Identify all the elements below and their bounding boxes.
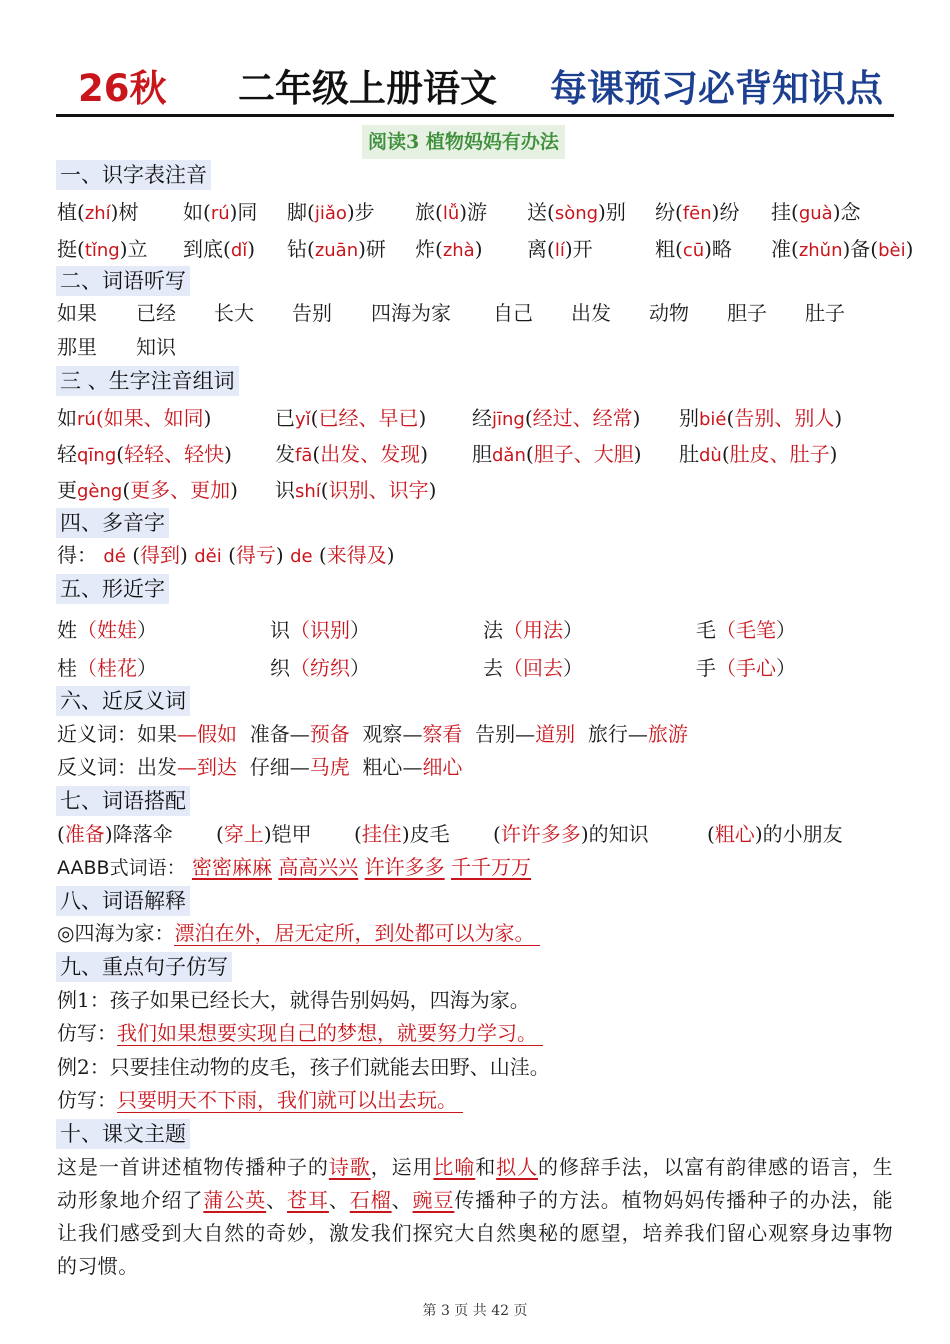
section-heading: 二、词语听写	[56, 266, 190, 296]
dictation-word: 长大	[214, 301, 254, 325]
section-heading: 九、重点句子仿写	[56, 952, 232, 982]
new-char-item: 发fā(出发、发现)	[275, 442, 428, 466]
section-heading: 八、词语解释	[56, 886, 190, 916]
similar-item: 桂（桂花）	[57, 656, 157, 680]
new-char-item: 已yǐ(已经、早已)	[275, 406, 427, 430]
imitation-sentence: 仿写：只要明天不下雨，我们就可以出去玩。	[57, 1085, 463, 1115]
collocation-item: (许许多多)的知识	[493, 822, 649, 846]
example-sentence: 例1：孩子如果已经长大，就得告别妈妈，四海为家。	[57, 988, 530, 1012]
aabb-row: AABB式词语： 密密麻麻 高高兴兴 许许多多 千千万万	[57, 855, 532, 879]
collocation-item: (挂住)皮毛	[354, 822, 450, 846]
example-sentence: 例2：只要挂住动物的皮毛，孩子们就能去田野、山洼。	[57, 1055, 550, 1079]
pinyin-item: 炸(zhà)	[415, 237, 483, 261]
dictation-word: 动物	[649, 301, 689, 325]
dictation-word: 知识	[136, 335, 176, 359]
pinyin-item: 旅(lǚ)游	[415, 200, 488, 224]
title-grade: 二年级上册语文	[238, 67, 497, 110]
section-heading: 七、词语搭配	[56, 786, 190, 816]
explanation-row: ◎四海为家：漂泊在外，居无定所，到处都可以为家。	[57, 918, 540, 948]
synonym-row: 近义词：如果—假如 准备—预备 观察—察看 告别—道别 旅行—旅游	[57, 722, 688, 746]
pinyin-item: 粗(cū)略	[655, 237, 732, 261]
pinyin-item: 脚(jiǎo)步	[287, 200, 375, 224]
similar-item: 毛（毛笔）	[696, 618, 796, 642]
antonym-row: 反义词：出发—到达 仔细—马虎 粗心—细心	[57, 755, 463, 779]
dictation-word: 出发	[571, 301, 611, 325]
new-char-item: 识shí(识别、识字)	[275, 478, 437, 502]
pinyin-row	[57, 197, 937, 227]
new-char-item: 胆dǎn(胆子、大胆)	[472, 442, 642, 466]
dictation-word: 肚子	[805, 301, 845, 325]
dictation-row	[57, 332, 937, 362]
pinyin-item: 离(lí)开	[527, 237, 593, 261]
similar-item: 手（手心）	[696, 656, 796, 680]
similar-item: 织（纺织）	[270, 656, 370, 680]
section-heading: 三 、生字注音组词	[56, 366, 239, 396]
new-char-item: 轻qīng(轻轻、轻快)	[57, 442, 232, 466]
dictation-word: 那里	[57, 335, 97, 359]
new-char-row	[57, 403, 937, 433]
collocation-row	[57, 819, 937, 849]
similar-item: 去（回去）	[483, 656, 583, 680]
new-char-item: 经jīng(经过、经常)	[472, 406, 641, 430]
pinyin-item: 如(rú)同	[183, 200, 258, 224]
section-heading: 六、近反义词	[56, 686, 190, 716]
new-char-row	[57, 475, 937, 505]
dictation-word: 自己	[493, 301, 533, 325]
new-char-row	[57, 439, 937, 469]
collocation-item: (粗心)的小朋友	[707, 822, 843, 846]
pinyin-item: 钻(zuān)研	[287, 237, 386, 261]
similar-row	[57, 653, 937, 683]
collocation-item: (准备)降落伞	[57, 822, 173, 846]
pinyin-item: 纷(fēn)纷	[655, 200, 740, 224]
pinyin-item: 送(sòng)别	[527, 200, 626, 224]
dictation-word: 告别	[292, 301, 332, 325]
pinyin-row	[57, 234, 937, 264]
page-footer: 第 3 页 共 42 页	[422, 1303, 528, 1319]
new-char-item: 肚dù(肚皮、肚子)	[679, 442, 838, 466]
theme-paragraph: 这是一首讲述植物传播种子的诗歌，运用比喻和拟人的修辞手法，以富有韵律感的语言，生动形象地介绍了蒲公英、苍耳、石榴、豌豆传播种子的方法。植物妈妈传播种子的办法，能让我们感受到大自然的奇妙，激发我们探究大自然奥秘的愿望，培养我们留心观察身边事物的习惯。	[57, 1155, 893, 1278]
dictation-word: 四海为家	[371, 301, 451, 325]
similar-item: 识（识别）	[270, 618, 370, 642]
section-heading: 四、多音字	[56, 508, 169, 538]
section-heading: 五、形近字	[56, 574, 169, 604]
pinyin-item: 到底(dǐ)	[183, 237, 256, 261]
similar-item: 法（用法）	[483, 618, 583, 642]
collocation-item: (穿上)铠甲	[216, 822, 312, 846]
title-topic: 每课预习必背知识点	[550, 67, 883, 110]
dictation-word: 如果	[57, 301, 97, 325]
dictation-word: 已经	[136, 301, 176, 325]
imitation-sentence: 仿写：我们如果想要实现自己的梦想，就要努力学习。	[57, 1018, 543, 1048]
section-heading: 十、课文主题	[56, 1119, 190, 1149]
section-heading: 一、识字表注音	[56, 160, 211, 190]
new-char-item: 别bié(告别、别人)	[679, 406, 843, 430]
pinyin-item: 挂(guà)念	[771, 200, 861, 224]
new-char-item: 如rú(如果、如同)	[57, 406, 212, 430]
pinyin-item: 植(zhí)树	[57, 200, 139, 224]
new-char-item: 更gèng(更多、更加)	[57, 478, 238, 502]
polyphone-row: 得： dé (得到) děi (得亏) de (来得及)	[57, 543, 395, 567]
page-title	[56, 64, 894, 117]
similar-row	[57, 615, 937, 645]
lesson-title: 阅读3 植物妈妈有办法	[362, 125, 565, 159]
title-term: 26秋	[78, 67, 167, 110]
dictation-row	[57, 298, 937, 328]
similar-item: 姓（姓娃）	[57, 618, 157, 642]
dictation-word: 胆子	[727, 301, 767, 325]
pinyin-item: 准(zhǔn)备(bèi)	[771, 237, 914, 261]
pinyin-item: 挺(tǐng)立	[57, 237, 148, 261]
